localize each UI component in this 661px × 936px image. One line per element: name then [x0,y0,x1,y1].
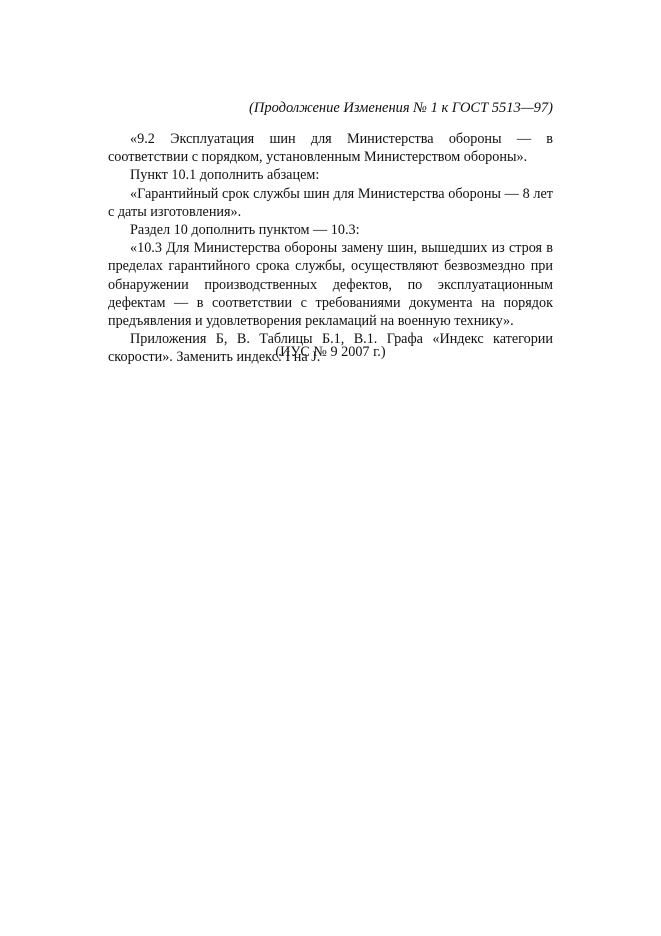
paragraph-9-2: «9.2 Эксплуатация шин для Министерства обороны — в соответствии с порядком, установленным Министерством обороны». [108,131,553,166]
paragraph-10-3: «10.3 Для Министерства обороны замену шин, вышедших из строя в пределах гарантийного срока службы, осуществляют безвозмездно при обнаружении производственных дефектов, по эксплуатационным дефектам — в соответствии с требованиями документа на порядок предъявления и удовлетворения рекламаций на военную технику». [108,240,553,330]
paragraph-warranty: «Гарантийный срок службы шин для Министерства обороны — 8 лет с даты изготовления». [108,185,553,220]
paragraph-10-3-intro: Раздел 10 дополнить пунктом — 10.3: [130,222,360,239]
document-header: (Продолжение Изменения № 1 к ГОСТ 5513—97) [249,100,553,116]
paragraph-appendices: Приложения Б, В. Таблицы Б.1, В.1. Графа «Индекс категории скорости». Заменить индекс: I на J. [108,331,553,366]
paragraph-10-1-intro: Пункт 10.1 дополнить абзацем: [130,167,320,184]
source-reference: (ИУС № 9 2007 г.) [275,344,386,360]
document-body [108,130,553,367]
